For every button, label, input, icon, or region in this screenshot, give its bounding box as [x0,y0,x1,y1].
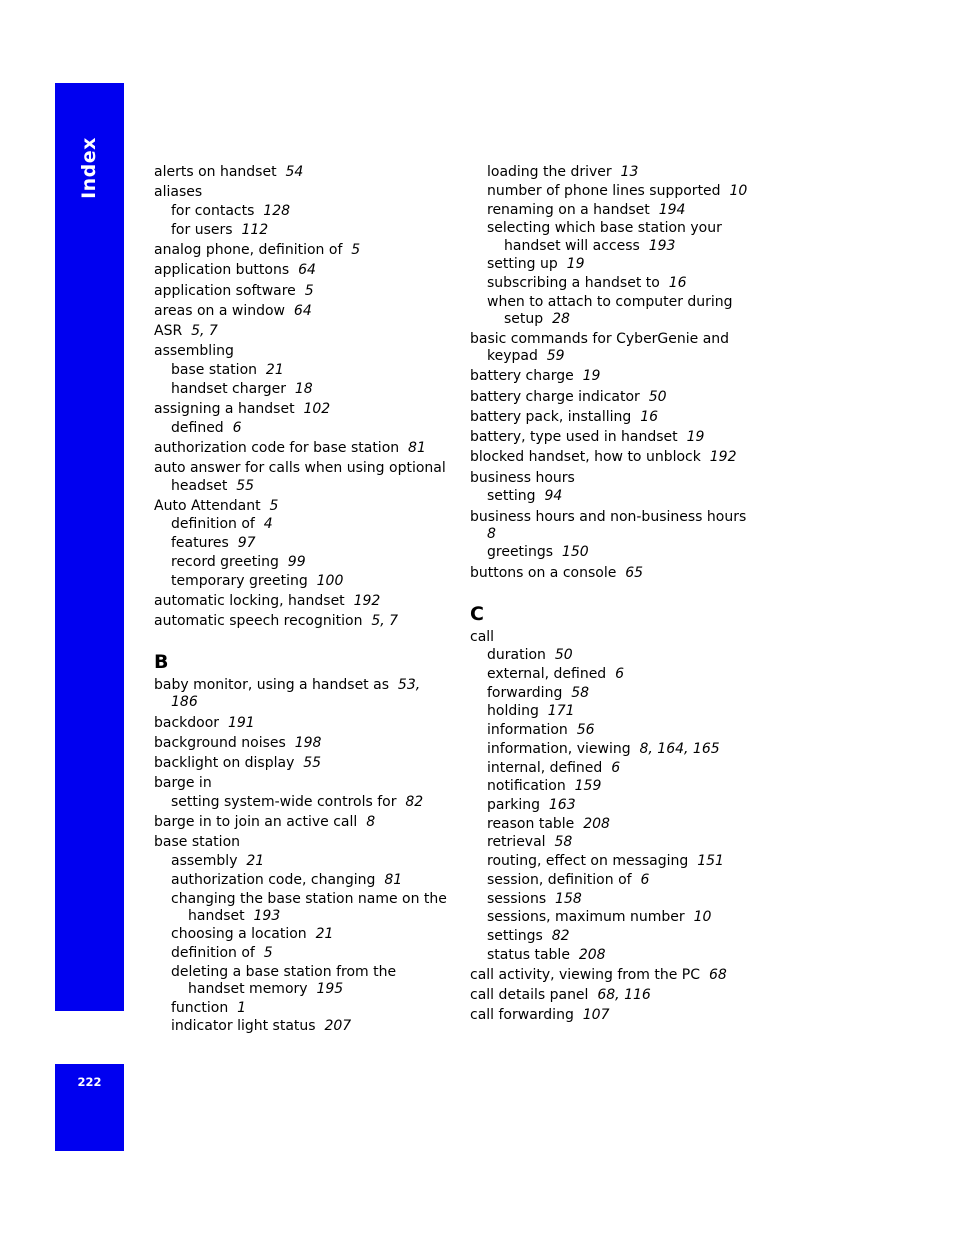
index-page-refs: 81 [384,872,403,888]
index-entry [154,715,255,732]
index-page-refs: 191 [227,715,255,731]
index-entry [487,872,649,889]
index-term: auto answer for calls when using optional [154,460,446,476]
index-term: application buttons [154,262,290,278]
index-entry [470,967,727,984]
index-entry [171,1018,351,1035]
index-entry [487,666,624,683]
index-entry [171,362,284,379]
index-page-refs: 18 [294,381,313,397]
index-term: setup [504,311,544,327]
index-entry [154,814,375,831]
index-page-refs: 6 [232,420,242,436]
index-entry [470,449,736,466]
index-page-refs: 159 [574,778,602,794]
index-page-refs: 208 [583,816,610,832]
index-entry [171,694,198,711]
index-term: business hours and non-business hours [470,509,747,525]
index-entry [504,311,570,328]
index-entry [487,816,610,833]
index-page-refs: 55 [236,478,255,494]
index-entry [487,647,573,664]
index-page-refs: 207 [324,1018,352,1034]
index-term: handset charger [171,381,286,397]
index-section-letter: C [470,603,484,625]
index-term: features [171,535,229,551]
index-page-refs: 186 [171,694,198,710]
index-entry [154,677,420,694]
index-page-refs: 28 [552,311,570,327]
index-page-refs: 163 [548,797,576,813]
index-page-refs: 195 [316,981,344,997]
index-entry [470,470,575,487]
index-entry [188,908,280,925]
index-term: subscribing a handset to [487,275,660,291]
index-entry [171,573,343,590]
index-entry [154,283,314,300]
index-term: handset memory [188,981,308,997]
index-entry [470,409,658,426]
index-page-refs: 16 [668,275,687,291]
index-entry [487,722,595,739]
index-page-refs: 50 [554,647,573,663]
index-section-letter: B [154,651,169,673]
index-entry [171,222,268,239]
index-term: aliases [154,184,203,200]
index-page-refs: 6 [615,666,625,682]
index-page-refs: 5, 7 [191,323,218,339]
index-term: record greeting [171,554,279,570]
index-entry [487,947,606,964]
index-page-refs: 193 [253,908,281,924]
index-term: loading the driver [487,164,612,180]
index-entry [171,420,242,437]
index-entry [487,220,722,237]
index-entry [470,1007,609,1024]
page-number-box [55,1064,124,1151]
index-term: number of phone lines supported [487,183,721,199]
index-entry [487,183,747,200]
index-term: sessions [487,891,547,907]
index-term: automatic speech recognition [154,613,363,629]
index-entry [154,593,380,610]
index-entry [487,685,589,702]
index-entry [171,381,313,398]
index-term: deleting a base station from the [171,964,397,980]
index-page-refs: 8 [487,526,496,542]
index-entry [171,794,423,811]
index-page-refs: 1 [237,1000,247,1016]
index-entry [154,303,312,320]
index-entry [470,389,667,406]
index-term: battery charge [470,368,574,384]
index-page-refs: 8, 164, 165 [639,741,720,757]
index-page-refs: 208 [578,947,606,963]
index-page-refs: 21 [315,926,334,942]
index-page-refs: 82 [405,794,424,810]
index-page-refs: 194 [658,202,686,218]
index-page-refs: 5 [351,242,361,258]
index-entry [171,853,264,870]
index-entry [487,164,638,181]
index-page-refs: 19 [582,368,601,384]
index-entry [154,401,330,418]
index-entry [188,981,343,998]
index-term: defined [171,420,224,436]
index-entry [154,242,360,259]
index-term: for contacts [171,203,255,219]
index-page-refs: 192 [709,449,737,465]
index-entry [171,535,256,552]
index-term: ASR [154,323,183,339]
index-term: call activity, viewing from the PC [470,967,701,983]
index-term: sessions, maximum number [487,909,685,925]
index-term: definition of [171,516,255,532]
index-page-refs: 112 [241,222,269,238]
index-term: notification [487,778,566,794]
index-entry [470,368,600,385]
index-page-refs: 19 [566,256,585,272]
index-entry [487,928,570,945]
index-term: setting system-wide controls for [171,794,397,810]
index-term: authorization code for base station [154,440,400,456]
index-term: Auto Attendant [154,498,261,514]
index-entry [171,1000,246,1017]
index-term: status table [487,947,570,963]
index-page-refs: 50 [648,389,667,405]
index-page-refs: 58 [554,834,573,850]
index-page-refs: 8 [366,814,376,830]
index-entry [171,554,306,571]
index-term: analog phone, definition of [154,242,343,258]
index-entry [154,440,426,457]
index-page-refs: 21 [246,853,265,869]
index-term: base station [154,834,241,850]
index-page-refs: 6 [640,872,650,888]
index-entry [154,498,278,515]
index-term: setting [487,488,536,504]
index-term: temporary greeting [171,573,308,589]
index-entry [487,778,601,795]
index-entry [171,203,290,220]
index-page-refs: 94 [544,488,563,504]
index-term: battery charge indicator [470,389,640,405]
index-entry [171,926,333,943]
index-term: basic commands for CyberGenie and [470,331,730,347]
index-entry [154,775,212,792]
index-page-refs: 171 [547,703,575,719]
index-term: barge in to join an active call [154,814,358,830]
index-page-refs: 68, 116 [597,987,651,1003]
index-term: handset [188,908,245,924]
index-page-refs: 53, [397,677,421,693]
index-page-refs: 102 [303,401,331,417]
index-entry [171,945,273,962]
index-page-refs: 128 [263,203,291,219]
index-term: automatic locking, handset [154,593,345,609]
index-term: parking [487,797,540,813]
index-term: application software [154,283,296,299]
index-page-refs: 58 [571,685,590,701]
index-page-refs: 64 [298,262,316,278]
index-entry [487,797,576,814]
index-entry [154,184,202,201]
index-term: backlight on display [154,755,295,771]
index-entry [487,834,572,851]
index-page-refs: 54 [285,164,304,180]
index-entry [171,872,402,889]
index-term: assigning a handset [154,401,295,417]
index-entry [154,735,321,752]
index-entry [487,760,620,777]
index-entry [171,891,447,908]
index-entry [154,834,240,851]
index-page-refs: 5 [263,945,273,961]
index-entry [470,429,704,446]
index-page-refs: 5 [269,498,279,514]
index-page-refs: 56 [576,722,595,738]
index-page-refs: 16 [640,409,659,425]
index-term: reason table [487,816,575,832]
index-term: when to attach to computer during [487,294,733,310]
index-entry [487,294,733,311]
index-entry [154,323,218,340]
index-page-refs: 192 [353,593,381,609]
index-term: choosing a location [171,926,307,942]
index-entry [470,987,651,1004]
index-entry [470,331,729,348]
index-term: forwarding [487,685,563,701]
index-entry [487,703,575,720]
index-page-refs: 13 [620,164,639,180]
index-entry [487,544,589,561]
index-term: base station [171,362,258,378]
index-tab-bar [55,83,124,1011]
index-entry [487,256,584,273]
index-entry [487,526,496,543]
index-entry [487,348,565,365]
index-term: assembling [154,343,234,359]
index-entry [487,275,687,292]
index-page-refs: 19 [686,429,705,445]
index-term: changing the base station name on the [171,891,447,907]
index-term: greetings [487,544,553,560]
index-term: backdoor [154,715,220,731]
index-term: settings [487,928,543,944]
index-term: blocked handset, how to unblock [470,449,701,465]
index-term: alerts on handset [154,164,277,180]
index-page-refs: 82 [551,928,570,944]
index-entry [171,478,254,495]
index-page-refs: 5 [304,283,314,299]
index-entry [171,516,273,533]
index-term: buttons on a console [470,565,617,581]
index-entry [470,565,643,582]
index-page-refs: 10 [693,909,712,925]
index-page-refs: 151 [697,853,724,869]
index-term: holding [487,703,539,719]
index-term: external, defined [487,666,607,682]
index-page-refs: 198 [294,735,322,751]
index-term: retrieval [487,834,546,850]
index-page-refs: 68 [708,967,727,983]
index-entry [487,488,562,505]
index-term: battery pack, installing [470,409,632,425]
index-term: routing, effect on messaging [487,853,689,869]
index-page-refs: 4 [263,516,273,532]
index-tab-title: Index [78,137,100,199]
index-page-refs: 100 [316,573,344,589]
index-term: setting up [487,256,558,272]
index-entry [154,460,446,477]
index-term: assembly [171,853,238,869]
index-page-refs: 99 [287,554,306,570]
index-term: function [171,1000,229,1016]
index-entry [154,613,398,630]
index-entry [154,262,316,279]
index-term: information [487,722,568,738]
index-term: session, definition of [487,872,632,888]
index-entry [487,202,685,219]
index-entry [171,964,396,981]
index-page-refs: 107 [582,1007,610,1023]
index-term: headset [171,478,228,494]
index-page-refs: 10 [729,183,748,199]
index-term: authorization code, changing [171,872,376,888]
index-term: renaming on a handset [487,202,650,218]
index-term: indicator light status [171,1018,316,1034]
index-page-refs: 97 [237,535,256,551]
index-term: call details panel [470,987,589,1003]
index-term: baby monitor, using a handset as [154,677,389,693]
index-page-refs: 64 [293,303,312,319]
index-term: keypad [487,348,538,364]
index-entry [470,629,494,646]
index-term: for users [171,222,233,238]
index-term: information, viewing [487,741,631,757]
index-page-refs: 21 [265,362,284,378]
index-page-refs: 81 [408,440,426,456]
index-term: call forwarding [470,1007,574,1023]
index-term: barge in [154,775,212,791]
index-term: call [470,629,495,645]
index-page-refs: 150 [561,544,589,560]
page-number: 222 [77,1075,102,1089]
index-term: background noises [154,735,286,751]
index-entry [154,755,321,772]
index-entry [487,853,724,870]
index-term: handset will access [504,238,640,254]
index-page-refs: 193 [648,238,676,254]
index-page-refs: 59 [546,348,565,364]
index-page-refs: 158 [555,891,582,907]
index-term: areas on a window [154,303,285,319]
index-page-refs: 55 [303,755,322,771]
index-page-refs: 5, 7 [371,613,399,629]
index-entry [487,909,711,926]
index-entry [504,238,675,255]
index-entry [470,509,746,526]
index-page-refs: 65 [625,565,644,581]
index-term: duration [487,647,546,663]
index-entry [154,164,303,181]
index-entry [154,343,234,360]
index-page-refs: 6 [611,760,621,776]
index-term: battery, type used in handset [470,429,678,445]
index-entry [487,891,582,908]
index-term: internal, defined [487,760,603,776]
index-term: definition of [171,945,255,961]
index-entry [487,741,720,758]
index-term: business hours [470,470,575,486]
index-term: selecting which base station your [487,220,722,236]
